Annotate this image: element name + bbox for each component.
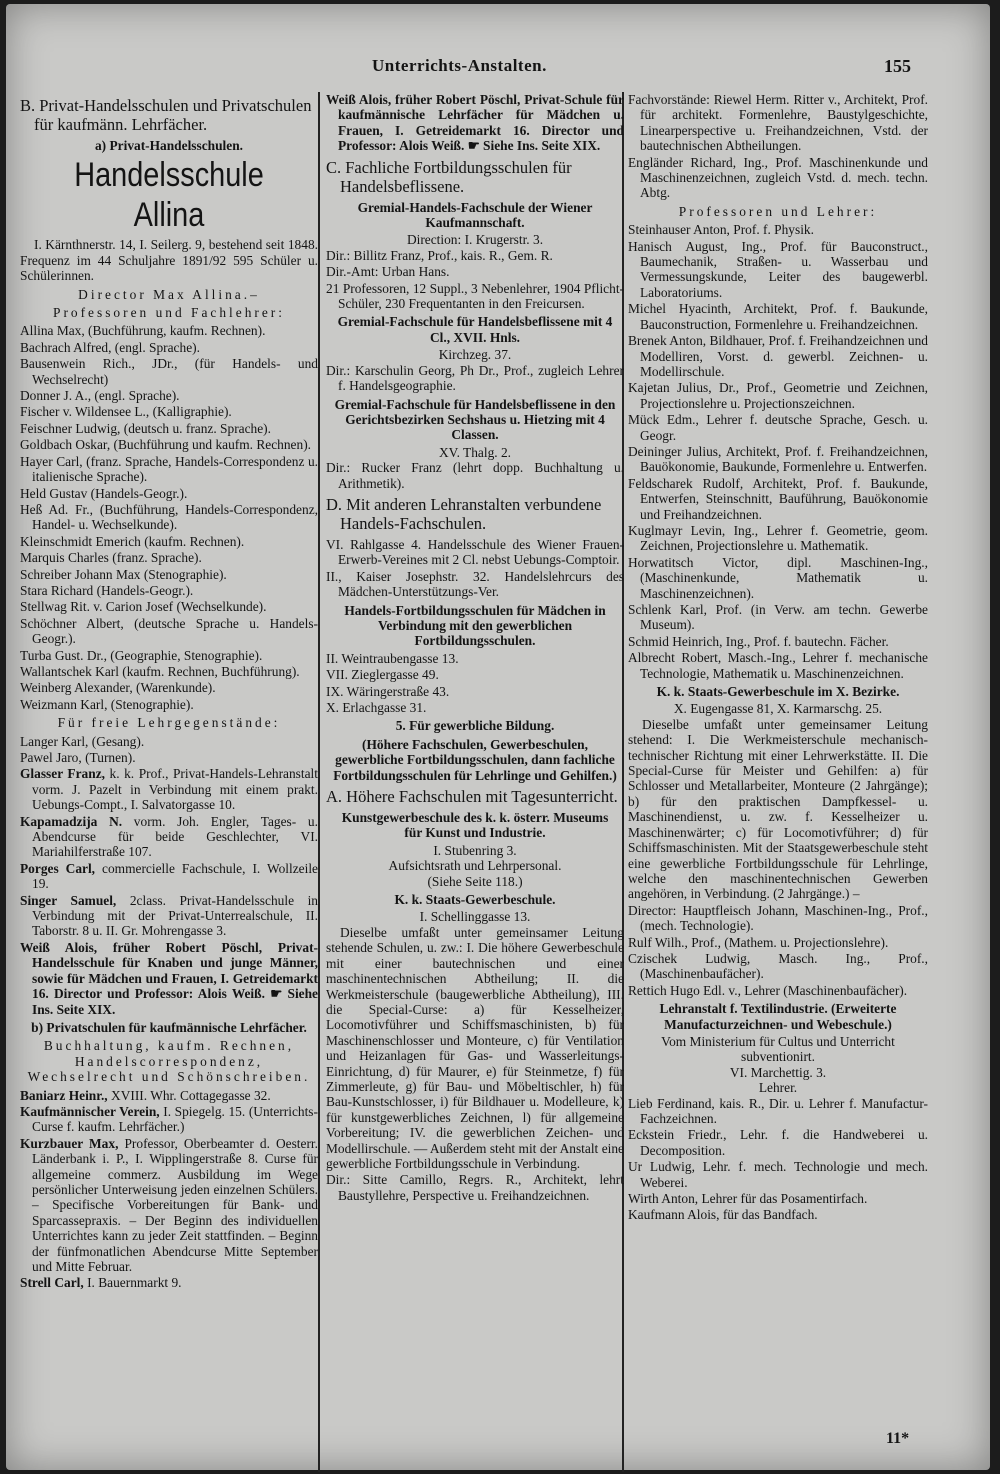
directory-entry: Rettich Hugo Edl. v., Lehrer (Maschinenbaufächer). — [628, 982, 908, 998]
directory-entry: Hayer Carl, (franz. Sprache, Handels-Correspondenz u. italienische Sprache). — [20, 453, 318, 485]
centered-line: X. Eugengasse 81, X. Karmarschg. 25. — [673, 701, 883, 717]
column-middle — [326, 92, 624, 1204]
paragraph: Dieselbe umfaßt unter gemeinsamer Leitung stehende Schulen, u. zw.: I. Die höhere Gewerbeschule mit einer bautechnischen und einer maschinentechnischen Abtheilung; II. die Werkmeisterschule (baugewerbliche Abtheilung), III. die Special-Curse: a) für Kesselheizer, Locomotivführer und Schiffsmaschinisten, b) für Maschinenschlosser und Monteure, c) für Ventilation und Heizanlagen für Gas- und Wasserleitungs-Einrichtung, d) für Maurer, e) für Steinmetze, f) für Zimmerleute, g) für Bau- und Möbeltischler, h) für Bau-Kunstschlosser, i) für Bildhauer u. Modelleure, k) für kunstgewerbliches Zeichnen, l) für allgemeine Vorbereitung; IV. die gewerblichen Zeichen- und Modellirschule. — Außerdem steht mit der Anstalt eine gewerbliche Fortbildungsschule in Verbindung. — [326, 924, 624, 1171]
centered-line: I. Schellinggasse 13. — [419, 909, 531, 925]
directory-entry: Wallantschek Karl (kaufm. Rechnen, Buchführung). — [20, 663, 300, 679]
directory-entry: Stara Richard (Handels-Geogr.). — [20, 582, 194, 598]
directory-entry: Wirth Anton, Lehrer für das Posamentirfach. — [628, 1191, 868, 1207]
entry-details: 2class. Privat-Handelsschule in Verbindung mit der Privat-Unterrealschule, II. Taborstr. 8 u. II. Gr. Mohrengasse 3. — [32, 892, 318, 939]
centered-line: Aufsichtsrath und Lehrpersonal. — [388, 858, 562, 874]
spaced-heading: Director Max Allina.– — [78, 286, 260, 302]
directory-entry: Schmid Heinrich, Ing., Prof. f. bautechn. Fächer. — [628, 633, 889, 649]
directory-entry: II., Kaiser Josephstr. 32. Handelslehrcurs des Mädchen-Unterstützungs-Ver. — [326, 568, 624, 600]
section-heading: B. Privat-Handelsschulen und Privatschulen für kaufmänn. Lehrfächer. — [20, 96, 312, 134]
directory-entry: Fachvorstände: Riewel Herm. Ritter v., Architekt, Prof. für architekt. Formenlehre, Baustylgeschichte, Linearperspective u. Freihandzeichnen, Vstd. der bautechnischen Abtheilungen. — [628, 92, 928, 154]
bold-entry: Weiß Alois, früher Robert Pöschl, Privat-Schule für kaufmännische Lehrfächer für Mädchen u. Frauen, I. Getreidemarkt 16. Director und Professor: Alois Weiß. ☛ Siehe Ins. Seite XIX. — [326, 92, 624, 154]
directory-entry: Mück Edm., Lehrer f. deutsche Sprache, Gesch. u. Geogr. — [628, 412, 928, 443]
printer-signature: 11* — [886, 1430, 910, 1447]
entry-name: Kurzbauer Max, — [20, 1135, 119, 1151]
running-header — [6, 56, 990, 78]
entry-name: Singer Samuel, — [20, 892, 117, 908]
directory-entry: Lieb Ferdinand, kais. R., Dir. u. Lehrer f. Manufactur-Fachzeichnen. — [628, 1095, 928, 1126]
directory-entry: Horwatitsch Victor, dipl. Maschinen-Ing., (Maschinenkunde, Mathematik u. Maschinenzeichnen). — [628, 554, 928, 601]
directory-entry: Michel Hyacinth, Architekt, Prof. f. Baukunde, Bauconstruction, Formenlehre u. Freihandzeichnen. — [628, 301, 928, 332]
directory-entry: II. Weintraubengasse 13. — [326, 650, 459, 666]
directory-entry: Kajetan Julius, Dr., Prof., Geometrie und Zeichnen, Projectionslehre u. Projectionszeichnen. — [628, 380, 928, 411]
directory-entry — [20, 814, 318, 860]
entry-details: XVIII. Whr. Cottagegasse 32. — [107, 1087, 271, 1103]
directory-entry: Kleinschmidt Emerich (kaufm. Rechnen). — [20, 533, 245, 549]
directory-entry: Kaufmann Alois, für das Bandfach. — [628, 1207, 818, 1223]
directory-entry: Ur Ludwig, Lehr. f. mech. Technologie und mech. Weberei. — [628, 1159, 928, 1190]
directory-entry: Weizmann Karl, (Stenographie). — [20, 696, 194, 712]
directory-entry: VII. Zieglergasse 49. — [326, 667, 439, 683]
directory-entry: Director: Hauptfleisch Johann, Maschinen-Ing., Prof., (mech. Technologie). — [628, 902, 928, 934]
directory-entry: Dir.: Sitte Camillo, Regrs. R., Architekt, lehrt Baustyllehre, Perspective u. Freihandzeichnen. — [326, 1172, 624, 1203]
entry-details: vorm. Joh. Engler, Tages- u. Abendcurse für beide Geschlechter, VI. Mariahilferstraße 107. — [32, 813, 318, 860]
directory-entry: Allina Max, (Buchführung, kaufm. Rechnen). — [20, 323, 266, 339]
directory-entry: IX. Wäringerstraße 43. — [326, 683, 450, 699]
directory-entry: Kuglmayr Levin, Ing., Lehrer f. Geometrie, geom. Zeichnen, Projectionslehre u. Mathematik. — [628, 522, 928, 554]
subheading: Kunstgewerbeschule des k. k. österr. Museums für Kunst und Industrie. — [341, 810, 609, 841]
centered-line: Kirchzeg. 37. — [438, 347, 512, 363]
directory-entry: Turba Gust. Dr., (Geographie, Stenographie). — [20, 647, 263, 663]
centered-line: XV. Thalg. 2. — [438, 444, 512, 460]
directory-entry: Pawel Jaro, (Turnen). — [20, 750, 136, 765]
directory-entry — [20, 766, 318, 812]
bold-entry: Weiß Alois, früher Robert Pöschl, Privat-Handelsschule für Knaben und junge Männer, sowie für Mädchen und Frauen, I. Getreidemarkt 16. Director und Professor: Alois Weiß. ☛ Siehe Ins. Seite XIX. — [20, 939, 318, 1017]
directory-entry: Eckstein Friedr., Lehr. f. die Handweberei u. Decomposition. — [628, 1127, 928, 1158]
subheading: Handels-Fortbildungsschulen für Mädchen in Verbindung mit den gewerblichen Fortbildungsschulen. — [344, 602, 606, 649]
directory-entry: Dir.-Amt: Urban Hans. — [326, 264, 450, 280]
directory-entry: Schreiber Johann Max (Stenographie). — [20, 566, 227, 582]
entry-details: Professor, Oberbeamter d. Oesterr. Länderbank i. P., I. Wipplingerstraße 8. Curse für allgemeine commerz. Ausbildung im Wege persönlicher Unterweisung jeden einzelnen Schülers. – Specifische Vorbereitungen für Bank- und Sparcassepraxis. – Der Beginn des individuellen Unterrichtes kann zu jeder Zeit stattfinden. – Beginn der fünfmonatlichen Abendcurse Mitte September und Mitte Februar. — [32, 1135, 318, 1274]
entry-name: Glasser Franz, — [20, 766, 105, 782]
directory-entry: Czischek Ludwig, Masch. Ing., Prof., (Maschinenbaufächer). — [628, 950, 928, 982]
centered-line: Lehrer. — [758, 1080, 798, 1096]
directory-entry: Langer Karl, (Gesang). — [20, 733, 145, 749]
directory-entry: X. Erlachgasse 31. — [326, 700, 427, 715]
directory-entry: Engländer Richard, Ing., Prof. Maschinenkunde und Maschinenzeichnen, zugleich Vstd. d. mech. techn. Abtg. — [628, 154, 928, 201]
running-title: Unterrichts-Anstalten. — [372, 56, 547, 75]
subheading: Lehranstalt f. Textilindustrie. (Erweiterte Manufacturzeichnen- und Webeschule.) — [659, 1001, 897, 1032]
subheading: b) Privatschulen für kaufmännische Lehrfächer. — [31, 1019, 307, 1035]
spaced-heading: Professoren und Fachlehrer: — [53, 305, 285, 321]
section-heading: C. Fachliche Fortbildungsschulen für Handelsbeflissene. — [326, 157, 572, 196]
directory-entry — [20, 893, 318, 939]
centered-line: VI. Marchettig. 3. — [729, 1064, 827, 1080]
entry-name: Baniarz Heinr., — [20, 1087, 108, 1103]
directory-entry: Deininger Julius, Architekt, Prof. f. Freihandzeichnen, Bauökonomie, Baukunde, Formenlehre u. Entwerfen. — [628, 443, 928, 475]
entry-name: Kaufmännischer Verein, — [20, 1103, 160, 1119]
paragraph: Dieselbe umfaßt unter gemeinsamer Leitung stehend: I. Die Werkmeisterschule mechanisch-technischer Richtung mit einer Lehrwerkstätte. II. Die Special-Curse für Meister und Gehilfen: a) für Schlosser und Metallarbeiter, Monteure (2 Jahrgänge); b) für den praktischen Dampfkessel- u. Maschinendienst, u. zw. f. Kesselheizer u. Maschinenwärter; c) für Locomotivführer; d) für Schiffsmaschinisten. Mit der Staatsgewerbeschule steht eine gewerbliche Fortbildungsschule für Lehrlinge, welche den maschinentechnischen Gewerben angehören, in Verbindung. (2 Jahrgänge.) – — [628, 716, 928, 902]
directory-entry: Steinhauser Anton, Prof. f. Physik. — [628, 222, 814, 238]
subheading: Gremial-Fachschule für Handelsbeflissene mit 4 Cl., XVII. Hnls. — [337, 314, 613, 345]
directory-entry: VI. Rahlgasse 4. Handelsschule des Wiener Frauen-Erwerb-Vereines mit 2 Cl. nebst Uebungs-Comptoir. — [326, 536, 624, 568]
directory-entry — [20, 1104, 318, 1135]
column-divider — [318, 92, 320, 1472]
subheading: (Höhere Fachschulen, Gewerbeschulen, gewerbliche Fortbildungsschulen, dann fachliche Fortbildungsschulen für Lehrlinge und Gehilfen.) — [333, 736, 617, 783]
entry-details: I. Spiegelg. 15. (Unterrichts-Curse f. kaufm. Lehrfächer.) — [32, 1103, 318, 1135]
directory-entry: Held Gustav (Handels-Geogr.). — [20, 485, 188, 501]
directory-entry: Bachrach Alfred, (engl. Sprache). — [20, 339, 200, 355]
directory-entry: Donner J. A., (engl. Sprache). — [20, 388, 180, 404]
entry-name: Kapamadzija N. — [20, 813, 123, 829]
spaced-heading: Für freie Lehrgegenstände: — [57, 715, 281, 731]
column-right — [628, 92, 928, 1224]
directory-entry — [20, 1136, 318, 1275]
scanned-page — [6, 4, 990, 1470]
subheading: Gremial-Handels-Fachschule der Wiener Kaufmannschaft. — [357, 199, 593, 231]
subheading: K. k. Staats-Gewerbeschule im X. Bezirke. — [656, 684, 900, 700]
entry-name: Strell Carl, — [20, 1275, 84, 1291]
directory-entry: Fischer v. Wildensee L., (Kalligraphie). — [20, 404, 232, 420]
directory-entry: Marquis Charles (franz. Sprache). — [20, 550, 202, 566]
directory-entry: Brenek Anton, Bildhauer, Prof. f. Freihandzeichnen und Modelliren, Vorst. d. gewerbl. Zeichnen- u. Modellirschule. — [628, 333, 928, 379]
directory-entry: Weinberg Alexander, (Warenkunde). — [20, 680, 216, 696]
section-heading: A. Höhere Fachschulen mit Tagesunterricht. — [326, 787, 618, 807]
entry-name: Porges Carl, — [20, 860, 96, 876]
directory-entry: Dir.: Billitz Franz, Prof., kais. R., Gem. R. — [326, 247, 553, 263]
centered-line: Direction: I. Krugerstr. 3. — [406, 232, 544, 248]
directory-entry — [20, 1275, 318, 1290]
centered-line: (Siehe Seite 118.) — [427, 873, 523, 889]
page-number: 155 — [884, 56, 911, 76]
subheading: Gremial-Fachschule für Handelsbeflissene in den Gerichtsbezirken Sechshaus u. Hietzing mit 4 Classen. — [334, 396, 616, 443]
subheading: 5. Für gewerbliche Bildung. — [395, 718, 555, 734]
column-left — [20, 92, 318, 1292]
directory-entry: 21 Professoren, 12 Suppl., 3 Nebenlehrer, 1904 Pflicht-Schüler, 230 Frequentanten in den Freicursen. — [326, 280, 624, 312]
directory-entry: Stellwag Rit. v. Carion Josef (Wechselkunde). — [20, 599, 267, 615]
subheading: K. k. Staats-Gewerbeschule. — [394, 892, 556, 908]
directory-entry: Rulf Wilh., Prof., (Mathem. u. Projectionslehre). — [628, 934, 889, 950]
directory-entry: Schlenk Karl, Prof. (in Verw. am techn. Gewerbe Museum). — [628, 602, 928, 633]
directory-entry — [20, 861, 318, 892]
directory-entry: Schöchner Albert, (deutsche Sprache u. Handels-Geogr.). — [20, 615, 318, 647]
directory-entry: Hanisch August, Ing., Prof. für Bauconstruct., Baumechanik, Straßen- u. Wasserbau und Vermessungskunde, Leiter des baugewerbl. Laboratoriums. — [628, 238, 928, 300]
centered-line: Vom Ministerium für Cultus und Unterricht subventionirt. — [661, 1033, 895, 1065]
directory-entry: Feischner Ludwig, (deutsch u. franz. Sprache). — [20, 420, 271, 436]
paragraph: I. Kärnthnerstr. 14, I. Seilerg. 9, bestehend seit 1848. Frequenz im 44 Schuljahre 1891/92 595 Schüler u. Schülerinnen. — [20, 237, 318, 284]
directory-entry: Dir.: Rucker Franz (lehrt dopp. Buchhaltung u. Arithmetik). — [326, 460, 624, 491]
entry-details: k. k. Prof., Privat-Handels-Lehranstalt vorm. J. Pazelt in Verbindung mit einem prakt. Uebungs-Compt., I. Salvatorgasse 10. — [32, 766, 318, 813]
directory-entry — [20, 1088, 318, 1103]
directory-entry: Heß Ad. Fr., (Buchführung, Handels-Correspondenz, Handel- u. Wechselkunde). — [20, 501, 318, 533]
directory-entry: Feldscharek Rudolf, Architekt, Prof. f. Baukunde, Entwerfen, Steinschnitt, Bauführung, Bauökonomie und Freihandzeichnen. — [628, 475, 928, 522]
directory-entry: Goldbach Oskar, (Buchführung und kaufm. Rechnen). — [20, 437, 312, 453]
subheading: a) Privat-Handelsschulen. — [94, 138, 244, 153]
directory-entry: Dir.: Karschulin Georg, Ph Dr., Prof., zugleich Lehrer f. Handelsgeographie. — [326, 362, 624, 394]
directory-entry: Bausenwein Rich., JDr., (für Handels- und Wechselrecht) — [20, 356, 318, 387]
spaced-heading: Professoren und Lehrer: — [678, 203, 878, 219]
centered-line: I. Stubenring 3. — [433, 842, 517, 858]
directory-entry: Albrecht Robert, Masch.-Ing., Lehrer f. mechanische Technologie, Mathematik u. Maschinenzeichnen. — [628, 650, 928, 681]
spaced-heading: Buchhaltung, kaufm. Rechnen, Handelscorrespondenz, Wechselrecht und Schönschreiben. — [27, 1038, 311, 1085]
section-heading: D. Mit anderen Lehranstalten verbundene Handels-Fachschulen. — [326, 494, 602, 533]
entry-details: commercielle Fachschule, I. Wollzeile 19. — [32, 860, 318, 892]
entry-details: I. Bauernmarkt 9. — [83, 1275, 182, 1291]
display-heading: Handelsschule Allina — [74, 156, 264, 235]
